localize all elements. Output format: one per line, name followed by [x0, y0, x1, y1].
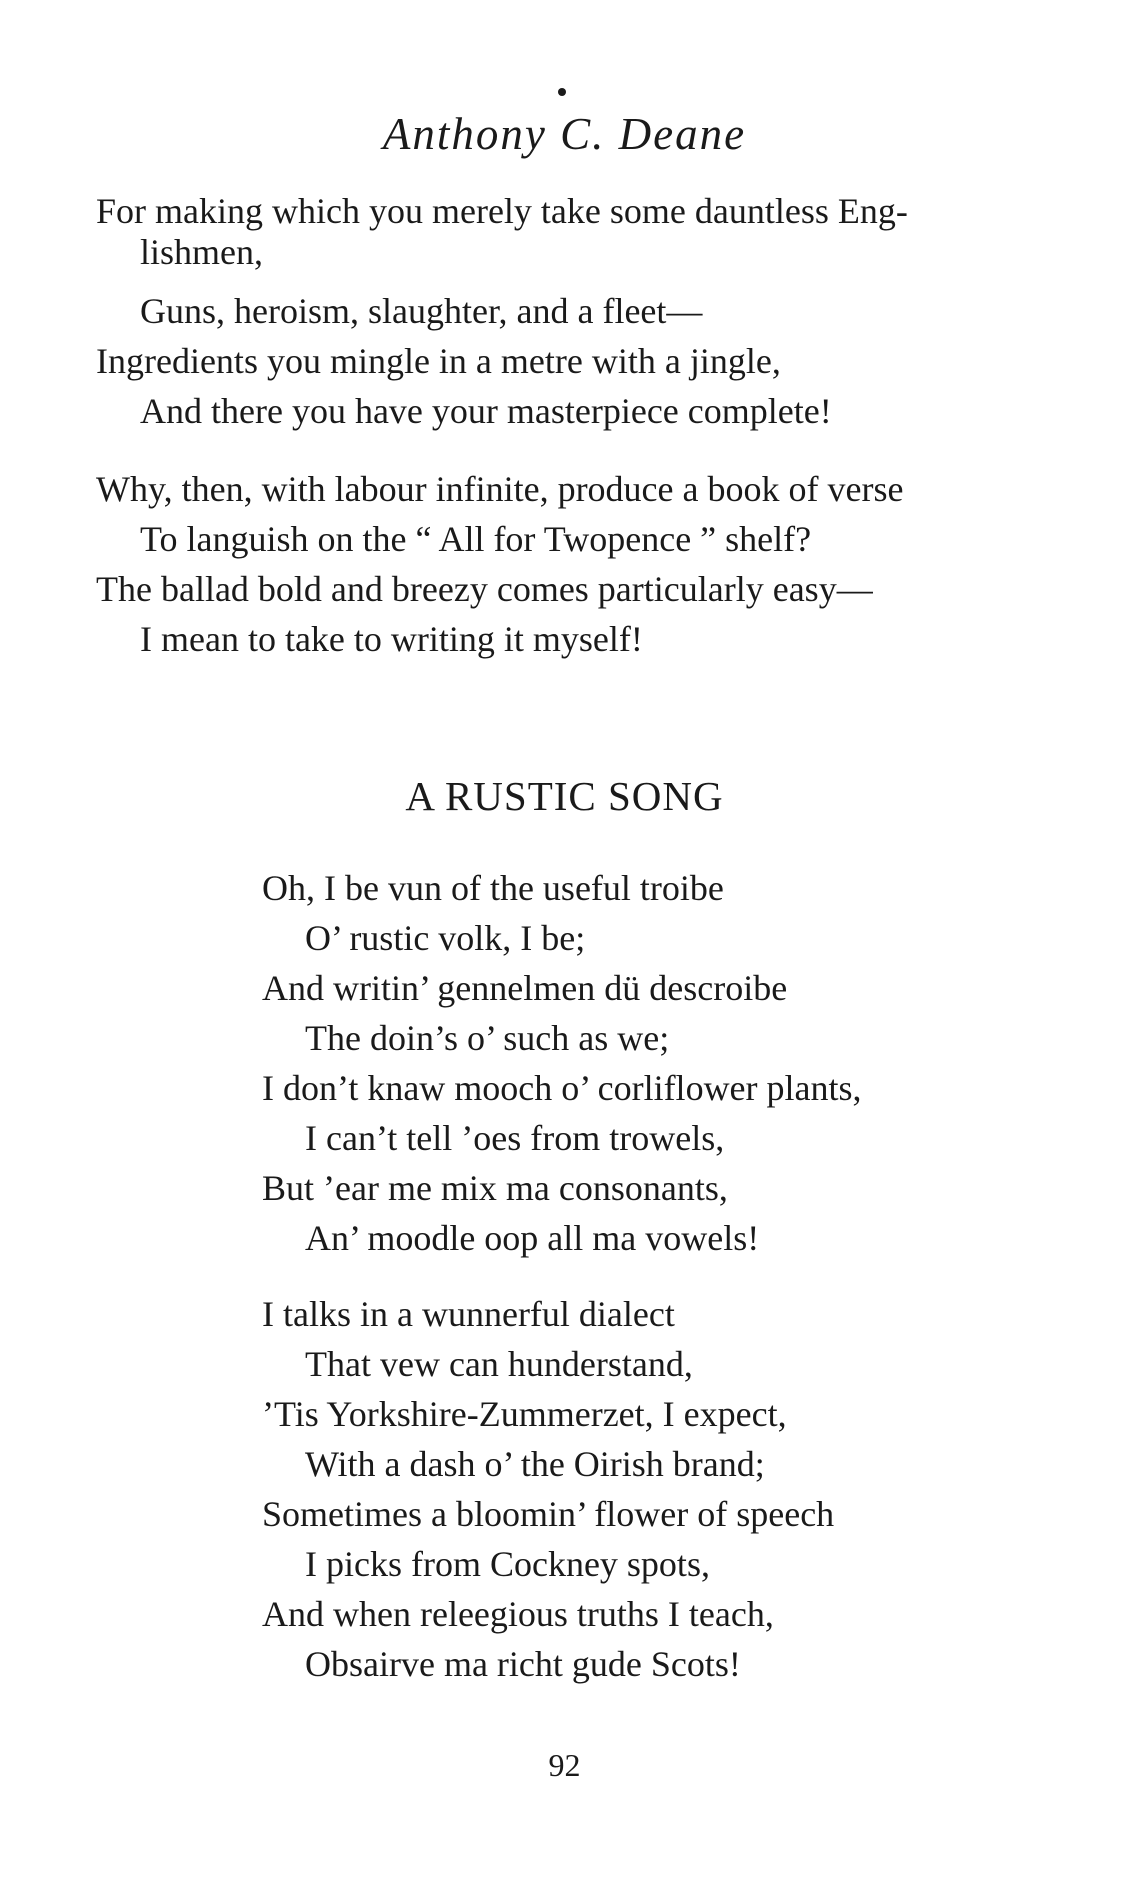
verse-line: I talks in a wunnerful dialect	[262, 1294, 675, 1334]
running-head: Anthony C. Deane	[382, 109, 747, 159]
poem-title: A RUSTIC SONG	[405, 773, 724, 819]
verse-line: Guns, heroism, slaughter, and a fleet—	[140, 291, 703, 331]
verse-line: An’ moodle oop all ma vowels!	[305, 1218, 760, 1258]
verse-line: I can’t tell ’oes from trowels,	[305, 1118, 725, 1158]
verse-line: The doin’s o’ such as we;	[305, 1018, 670, 1058]
verse-line: To languish on the “ All for Twopence ” shelf?	[140, 519, 812, 559]
verse-line: Sometimes a bloomin’ flower of speech	[262, 1494, 835, 1534]
verse-line: Ingredients you mingle in a metre with a jingle,	[96, 341, 781, 381]
verse-line: That vew can hunderstand,	[305, 1344, 693, 1384]
verse-line: And there you have your masterpiece complete!	[140, 391, 832, 431]
verse-line: ’Tis Yorkshire-Zummerzet, I expect,	[262, 1394, 787, 1434]
verse-line: And when releegious truths I teach,	[262, 1594, 774, 1634]
verse-line: I mean to take to writing it myself!	[140, 619, 643, 659]
verse-line: But ’ear me mix ma consonants,	[262, 1168, 728, 1208]
verse-line: With a dash o’ the Oirish brand;	[305, 1444, 765, 1484]
verse-line: And writin’ gennelmen dü descroibe	[262, 968, 788, 1008]
verse-line: O’ rustic volk, I be;	[305, 918, 586, 958]
verse-line: I picks from Cockney spots,	[305, 1544, 710, 1584]
verse-line: Oh, I be vun of the useful troibe	[262, 868, 724, 908]
verse-line: I don’t knaw mooch o’ corliflower plants,	[262, 1068, 862, 1108]
verse-line: lishmen,	[140, 232, 263, 272]
header-dot	[558, 88, 566, 96]
verse-line: Why, then, with labour infinite, produce a book of verse	[96, 469, 904, 509]
page-number: 92	[548, 1747, 581, 1783]
verse-line: The ballad bold and breezy comes particularly easy—	[96, 569, 873, 609]
verse-line: Obsairve ma richt gude Scots!	[305, 1644, 741, 1684]
verse-line: For making which you merely take some dauntless Eng-	[96, 191, 908, 231]
